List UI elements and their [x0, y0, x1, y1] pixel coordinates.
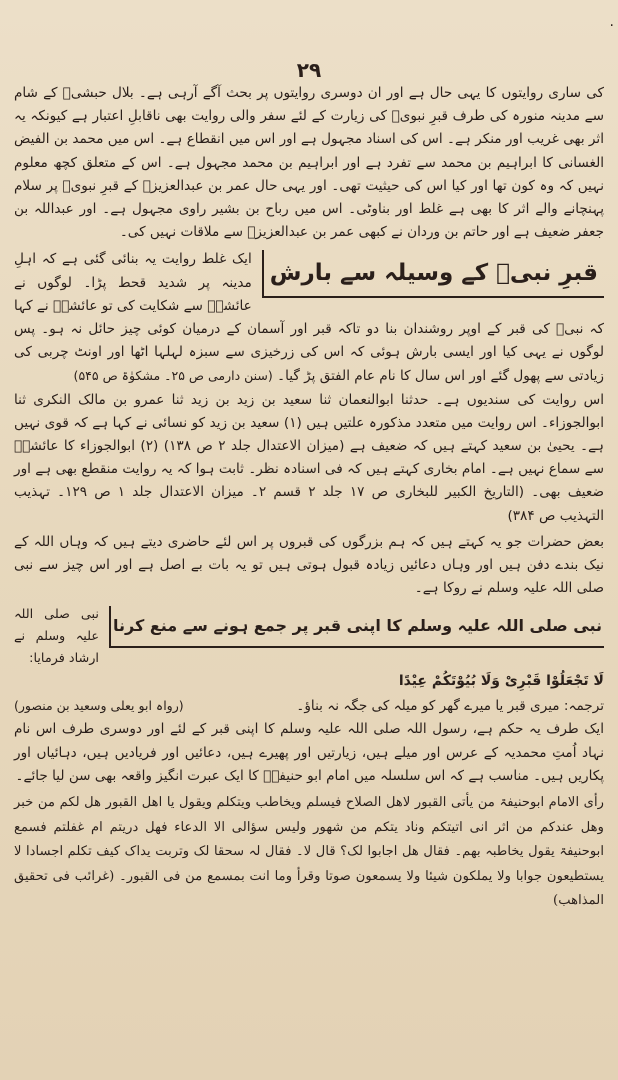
section-heading-rain: قبرِ نبیؐ کے وسیلہ سے بارش [262, 250, 604, 298]
corner-mark: . [609, 14, 614, 30]
page-content [14, 82, 604, 914]
arabic-passage: رأی الامام ابوحنیفۃ من یأتی القبور لاھل الصلاح فیسلم ویخاطب ویتکلم ویقول یا اھل القبور ھل لکم من خبر وھل عندکم من اثر انی اتیتکم وناد یتکم من شھور ولیس سؤالی الا الدعاء فھل دریتم ام غفلتم فسمع ابوحنیفۃ یقول یخاطبہ بھم۔ فقال ھل اجابوا لک؟ قال لا۔ فقال لہ سحقا لک وتربت یداک کیف تکلم اجسادا لا یستطیعون جوابا ولا یملکون شیئا ولا یسمعون صوتا وقرأ وما انت بمسمع من فی القبور۔ (غرائب فی تحقیق المذاھب) [14, 795, 604, 909]
translation-text: ترجمہ: میری قبر یا میرے گھر کو میلہ کی جگہ نہ بناؤ۔ [296, 698, 604, 715]
page-number: ۲۹ [296, 58, 322, 82]
section-rain-body: ایک غلط روایت یہ بنائی گئی ہے کہ اہلِ مدینہ پر شدید قحط پڑا۔ لوگوں نے عائشہؓ سے شکایت کی تو عائشہؓ نے کہا کہ نبیؐ کی قبر کے اوپر روشندان بنا دو تاکہ قبر اور آسمان کے درمیان کوئی چیز حائل نہ ہو۔ پس لوگوں نے یہی کیا اور ایسی بارش ہوئی کہ اس کی زرخیزی سے سبزہ لہلہا اٹھا اور اونٹ چربی کی زیادتی سے پھول گئے اور اس سال کا نام عام الفتق پڑ گیا۔ [14, 251, 604, 385]
hadith-citation: (رواہ ابو یعلی وسعید بن منصور) [14, 698, 184, 714]
section-grave-gathering [14, 604, 604, 718]
paragraph-2: اس روایت کی سندیوں ہے۔ حدثنا ابوالنعمان ثنا سعید بن زید بن زید ثنا عمرو بن مالک النکری ثنا ابوالجوزاء۔ اس روایت میں متعدد مذکورہ علتیں ہیں (۱) سعید بن زید کو نسائی نے کہا ہے کہ قوی نہیں ہے۔ یحییٰ بن سعید کہتے ہیں کہ ضعیف ہے (میزان الاعتدال جلد ۲ ص ۱۳۸) (۲) ابوالجوزاء کا عائشہؓ سے سماع نہیں ہے۔ امام بخاری کہتے ہیں کہ فی اسنادہ نظر۔ ثابت ہوا کہ یہ روایت منقطع بھی ہے اور ضعیف بھی۔ (التاریخ الکبیر للبخاری ص ۱۷ جلد ۲ قسم ۲۔ میزان الاعتدال جلد ۱ ص ۱۲۹۔ تہذیب التہذیب ص ۳۸۴) [14, 391, 605, 524]
hadith-intro: نبی صلی اللہ علیہ وسلم نے ارشاد فرمایا: [14, 607, 99, 667]
hadith-arabic: لَا تَجْعَلُوْا قَبْرِیْ وَلَا بُیُوْتَکُمْ عِیْدًا [398, 673, 604, 690]
section-heading-grave-gathering: نبی صلی اللہ علیہ وسلم کا اپنی قبر پر جمع ہونے سے منع کرنا [109, 606, 604, 648]
section-rain-by-grave [14, 248, 604, 388]
paragraph-1: کی ساری روایتوں کا یہی حال ہے اور ان دوسری روایتوں پر بحث آگے آرہی ہے۔ بلال حبشیؓ کے شام سے مدینہ منورہ کی طرف قبرِ نبویؐ کی زیارت کے لئے سفر والی روایت بھی ناقابلِ اعتبار ہے کیونکہ یہ اثر بھی غریب اور منکر ہے۔ اس کی اسناد مجہول ہے اور اس میں انقطاع ہے۔ اس میں محمد بن الفیض الغسانی کا ابراہیم بن محمد سے تفرد ہے اور ابراہیم بن محمد مجہول ہے۔ اس کے متعلق کچھ معلوم نہیں کہ وہ کون تھا اور کیا اس کی حیثیت تھی۔ اور یہی حال عمر بن عبدالعزیزؒ کے قبرِ نبویؐ پر سلام پہنچانے والے اثر کا بھی ہے غلط اور بناوٹی۔ اس میں رباح بن بشیر راوی مجہول ہے۔ اور عبداللہ بن جعفر ضعیف ہے اور حاتم بن وردان نے کبھی عمر بن عبدالعزیزؒ سے ملاقات نہیں کی۔ [14, 85, 604, 241]
section-rain-citation: (سنن دارمی ص ۲۵۔ مشکوٰۃ ص ۵۴۵) [73, 368, 273, 384]
paragraph-3: بعض حضرات جو یہ کہتے ہیں کہ ہم بزرگوں کی قبروں پر اس لئے حاضری دیتے ہیں کہ وہاں اللہ کے نیک بندے دفن ہیں اور وہاں دعائیں زیادہ قبول ہوتی ہیں تو یہ بات بے اصل ہے اور اس چیز سے نبی صلی اللہ علیہ وسلم نے روکا ہے۔ [14, 533, 604, 597]
paragraph-4: ایک طرف یہ حکم ہے، رسول اللہ صلی اللہ علیہ وسلم کا اپنی قبر کے لئے اور دوسری طرف اس نام نہاد اُمتِ محمدیہ کے عرس اور میلے ہیں، زیارتیں اور پھیرے ہیں، دعائیں اور فریادیں ہیں، دہائیاں اور پکاریں ہیں۔ مناسب ہے کہ اس سلسلہ میں امام ابو حنیفہؒ کا ایک عبرت انگیز واقعہ بھی سن لیا جائے۔ [14, 721, 604, 784]
translation-line [14, 694, 604, 718]
